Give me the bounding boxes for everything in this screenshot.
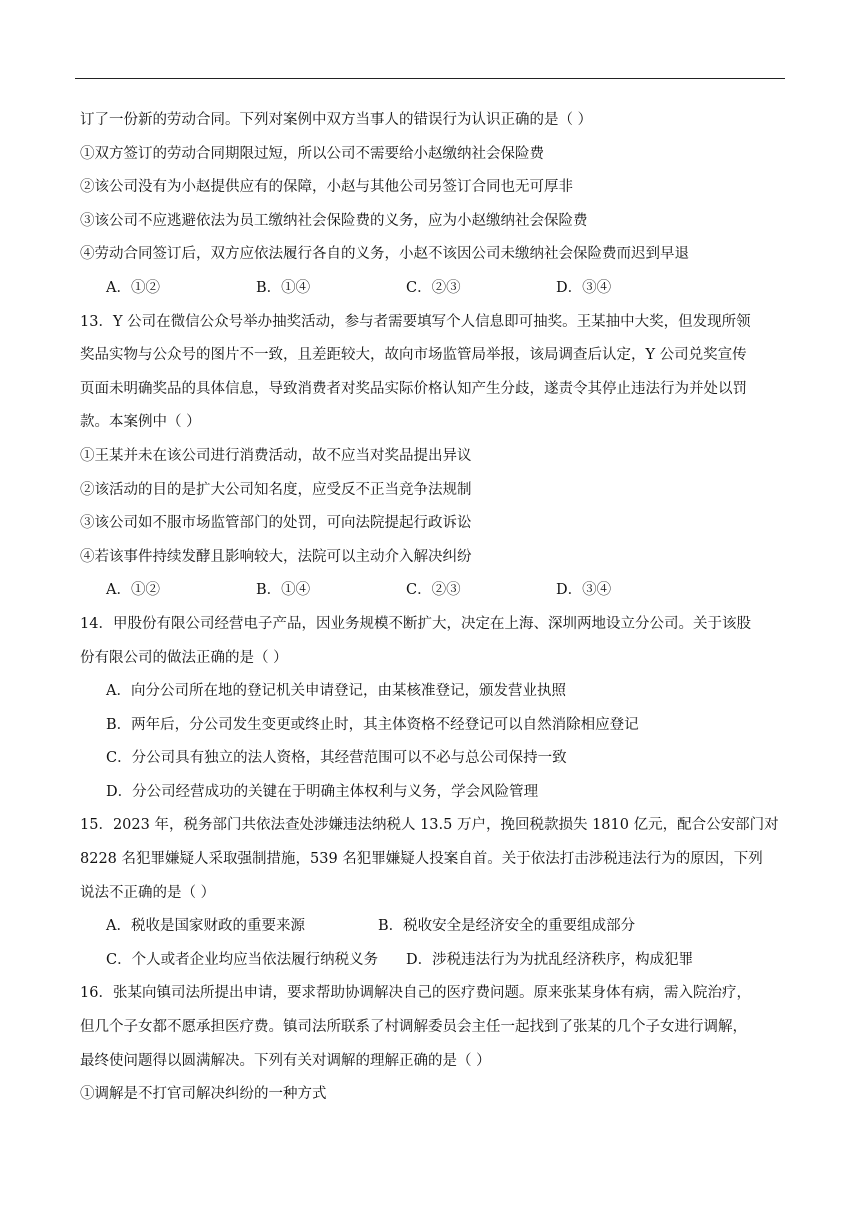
- option-b: B．两年后，分公司发生变更或终止时，其主体资格不经登记可以自然消除相应登记: [106, 716, 639, 733]
- stem-line: 15．2023 年，税务部门共依法查处涉嫌违法纳税人 13.5 万户，挽回税款损失 1810 亿元，配合公安部门对: [80, 817, 779, 834]
- option-d: D．③④: [556, 279, 612, 296]
- statement-1: ①调解是不打官司解决纠纷的一种方式: [80, 1086, 327, 1103]
- question-13-stem: [80, 312, 786, 434]
- question-stem: 订了一份新的劳动合同。下列对案例中双方当事人的错误行为认识正确的是（ ）: [80, 112, 593, 128]
- option-c: C．分公司具有独立的法人资格，其经营范围可以不必与总公司保持一致: [106, 750, 567, 767]
- statement-3: ③该公司如不服市场监管部门的处罚，可向法院提起行政诉讼: [80, 515, 472, 532]
- option-c: C．②③: [406, 582, 461, 599]
- stem-line: 款。本案例中（ ）: [80, 414, 201, 431]
- stem-line: 14．甲股份有限公司经营电子产品，因业务规模不断扩大，决定在上海、深圳两地设立分公司。关于该股: [80, 615, 751, 632]
- stem-line: 奖品实物与公众号的图片不一致，且差距较大，故向市场监管局举报，该局调查后认定，Y 公司兑奖宣传: [80, 347, 747, 364]
- stem-line: 但几个子女都不愿承担医疗费。镇司法所联系了村调解委员会主任一起找到了张某的几个子女进行调解，: [80, 1019, 747, 1036]
- option-c: C．②③: [406, 279, 461, 296]
- answer-options: [80, 278, 786, 299]
- question-14-stem: [80, 614, 786, 669]
- option-b: B．税收安全是经济安全的重要组成部分: [378, 918, 636, 935]
- option-d: D．分公司经营成功的关键在于明确主体权利与义务，学会风险管理: [106, 783, 539, 800]
- option-d: D．涉税违法行为为扰乱经济秩序，构成犯罪: [406, 951, 694, 968]
- answer-options-row-2: [80, 950, 786, 971]
- answer-options: [80, 580, 786, 601]
- stem-line: 最终使问题得以圆满解决。下列有关对调解的理解正确的是（ ）: [80, 1052, 491, 1069]
- option-a: A．①②: [106, 582, 160, 599]
- question-15-stem: [80, 815, 786, 903]
- statement-2: ②该公司没有为小赵提供应有的保障，小赵与其他公司另签订合同也无可厚非: [80, 179, 573, 196]
- exam-page-content: [80, 110, 786, 1118]
- statement-4: ④若该事件持续发酵且影响较大，法院可以主动介入解决纠纷: [80, 548, 472, 565]
- statement-2: ②该活动的目的是扩大公司知名度，应受反不正当竞争法规制: [80, 481, 472, 498]
- statement-3: ③该公司不应逃避依法为员工缴纳社会保险费的义务，应为小赵缴纳社会保险费: [80, 212, 588, 229]
- option-a: A．向分公司所在地的登记机关申请登记，由某核准登记，颁发营业执照: [106, 683, 566, 700]
- stem-line: 13．Y 公司在微信公众号举办抽奖活动，参与者需要填写个人信息即可抽奖。王某抽中大奖，但发现所领: [80, 313, 751, 330]
- stem-line: 份有限公司的做法正确的是（ ）: [80, 649, 288, 666]
- statement-1: ①王某并未在该公司进行消费活动，故不应当对奖品提出异议: [80, 447, 472, 464]
- stem-line: 说法不正确的是（ ）: [80, 884, 216, 901]
- option-a: A．税收是国家财政的重要来源: [106, 918, 305, 935]
- stem-line: 16．张某向镇司法所提出申请，要求帮助协调解决自己的医疗费问题。原来张某身体有病，需入院治疗，: [80, 985, 751, 1002]
- question-16-stem: [80, 983, 786, 1071]
- statement-1: ①双方签订的劳动合同期限过短，所以公司不需要给小赵缴纳社会保险费: [80, 145, 544, 162]
- option-d: D．③④: [556, 582, 612, 599]
- statement-4: ④劳动合同签订后，双方应依法履行各自的义务，小赵不该因公司未缴纳社会保险费而迟到早退: [80, 246, 689, 263]
- option-b: B．①④: [256, 279, 311, 296]
- option-b: B．①④: [256, 582, 311, 599]
- option-a: A．①②: [106, 279, 160, 296]
- stem-line: 页面未明确奖品的具体信息，导致消费者对奖品实际价格认知产生分歧，遂责令其停止违法行为并处以罚: [80, 380, 747, 397]
- header-rule: [75, 78, 785, 79]
- option-c: C．个人或者企业均应当依法履行纳税义务: [106, 951, 379, 968]
- answer-options-row-1: [80, 916, 786, 937]
- stem-line: 8228 名犯罪嫌疑人采取强制措施，539 名犯罪嫌疑人投案自首。关于依法打击涉税违法行为的原因，下列: [80, 851, 763, 868]
